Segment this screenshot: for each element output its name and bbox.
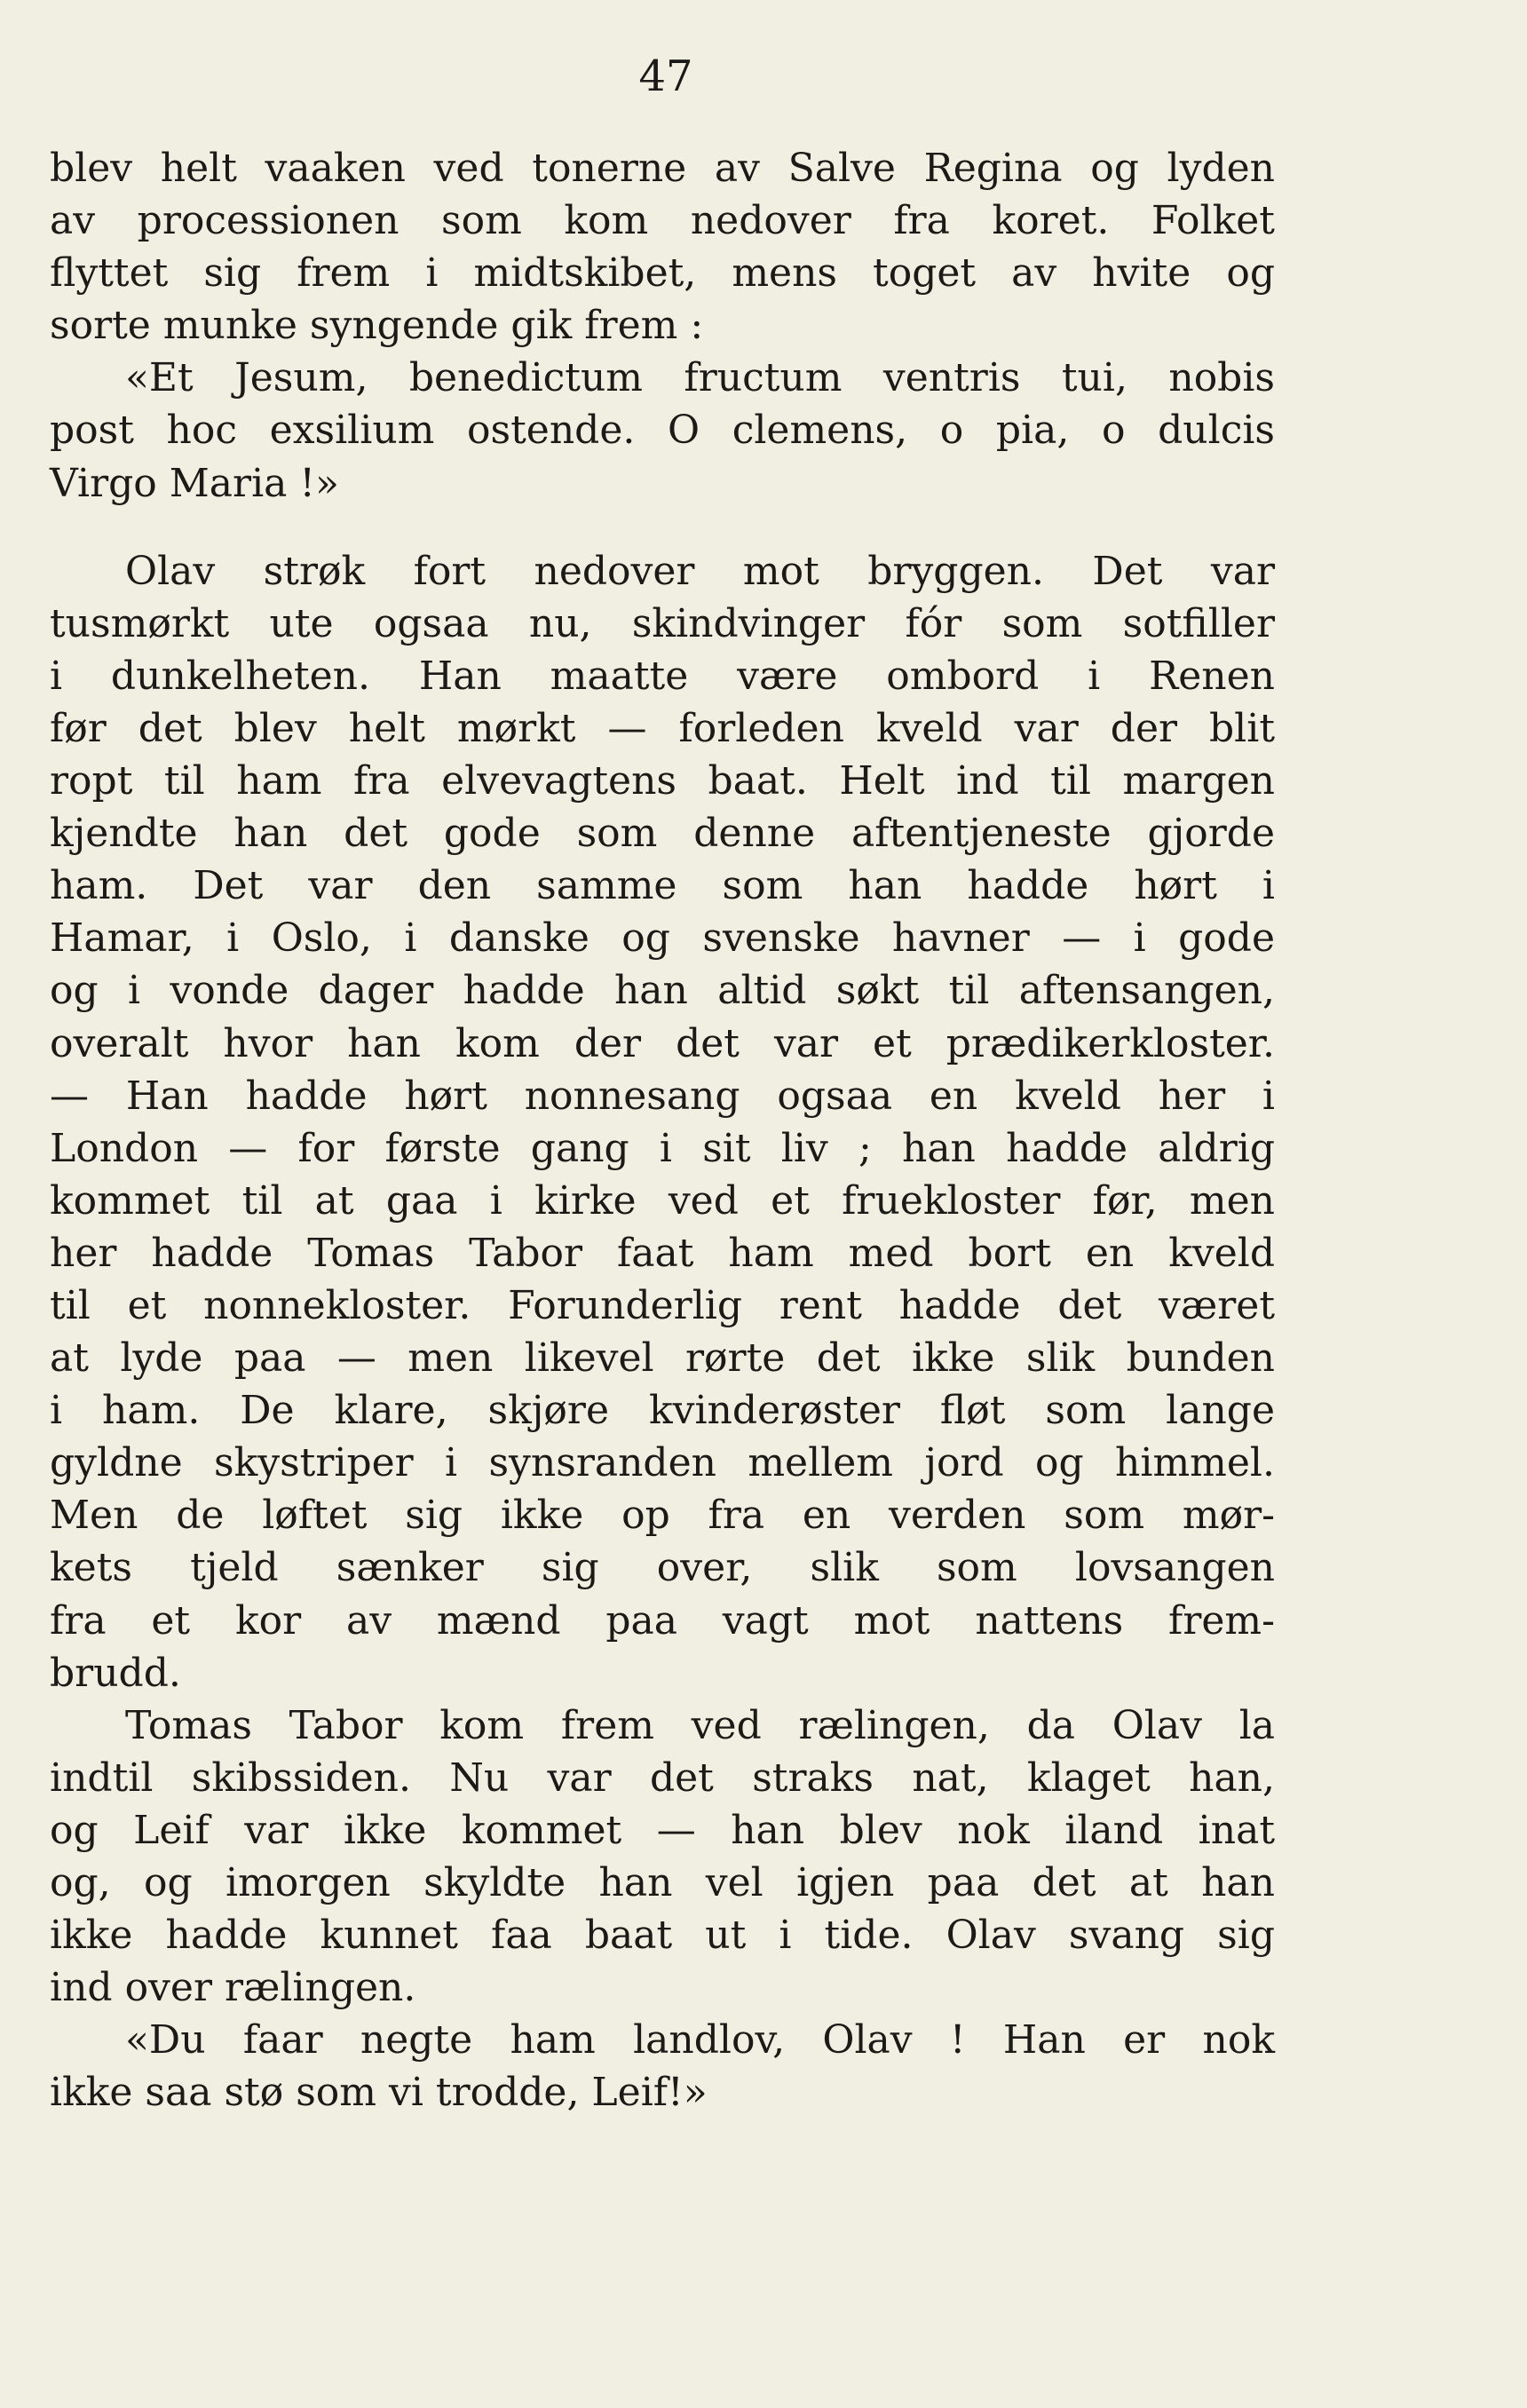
text-line: kjendte han det gode som denne aftentjeneste gjorde <box>50 811 1275 857</box>
text-line: ikke hadde kunnet faa baat ut i tide. Olav svang sig <box>50 1913 1275 1959</box>
text-line: ham. Det var den samme som han hadde hørt i <box>50 863 1275 909</box>
text-line: Hamar, i Oslo, i danske og svenske havner — i gode <box>50 915 1275 962</box>
text-line: Men de løftet sig ikke op fra en verden som mør- <box>50 1493 1275 1539</box>
text-line: Tomas Tabor kom frem ved rælingen, da Olav la <box>125 1702 1275 1748</box>
text-line: London — for første gang i sit liv ; han hadde aldrig <box>50 1125 1275 1171</box>
page-number: 47 <box>638 51 693 101</box>
text-line: og, og imorgen skyldte han vel igjen paa det at han <box>50 1860 1275 1905</box>
text-line: til et nonnekloster. Forunderlig rent hadde det været <box>50 1282 1275 1328</box>
text-line: kommet til at gaa i kirke ved et fruekloster før, men <box>50 1177 1275 1224</box>
paragraph-gap <box>50 510 1275 545</box>
text-line: her hadde Tomas Tabor faat ham med bort en kveld <box>50 1230 1275 1276</box>
text-line: blev helt vaaken ved tonerne av Salve Regina og lyden <box>50 146 1275 191</box>
text-line: — Han hadde hørt nonnesang ogsaa en kveld her i <box>50 1073 1275 1119</box>
text-line: post hoc exsilium ostende. O clemens, o pia, o dulcis <box>50 408 1275 454</box>
text-line: ikke saa stø som vi trodde, Leif!» <box>50 2070 708 2116</box>
text-line: fra et kor av mænd paa vagt mot nattens frem- <box>50 1597 1275 1644</box>
text-line: Olav strøk fort nedover mot bryggen. Det var <box>125 548 1275 594</box>
text-line: kets tjeld sænker sig over, slik som lovsangen <box>50 1545 1275 1591</box>
body-text <box>50 142 1275 2119</box>
text-line: indtil skibssiden. Nu var det straks nat, klaget han, <box>50 1755 1275 1801</box>
text-line: i dunkelheten. Han maatte være ombord i Renen <box>50 653 1275 699</box>
text-line: og i vonde dager hadde han altid søkt til aftensangen, <box>50 968 1275 1014</box>
text-line: og Leif var ikke kommet — han blev nok iland inat <box>50 1807 1275 1853</box>
text-line: «Du faar negte ham landlov, Olav ! Han er nok <box>125 2017 1275 2063</box>
text-line: før det blev helt mørkt — forleden kveld var der blit <box>50 705 1275 751</box>
text-line: brudd. <box>50 1650 181 1696</box>
text-line: i ham. De klare, skjøre kvinderøster fløt som lange <box>50 1388 1275 1434</box>
text-line: av processionen som kom nedover fra koret. Folket <box>50 198 1275 244</box>
text-line: overalt hvor han kom der det var et prædikerkloster. <box>50 1020 1275 1066</box>
text-line: gyldne skystriper i synsranden mellem jord og himmel. <box>50 1440 1275 1486</box>
text-line: Virgo Maria !» <box>50 460 339 506</box>
text-line: flyttet sig frem i midtskibet, mens toget av hvite og <box>50 250 1275 297</box>
text-line: ropt til ham fra elvevagtens baat. Helt ind til margen <box>50 758 1275 804</box>
text-line: sorte munke syngende gik frem : <box>50 303 704 349</box>
text-line: ind over rælingen. <box>50 1965 416 2011</box>
text-line: tusmørkt ute ogsaa nu, skindvinger fór som sotfiller <box>50 600 1275 646</box>
text-line: at lyde paa — men likevel rørte det ikke slik bunden <box>50 1335 1275 1382</box>
text-line: «Et Jesum, benedictum fructum ventris tui, nobis <box>125 355 1275 401</box>
